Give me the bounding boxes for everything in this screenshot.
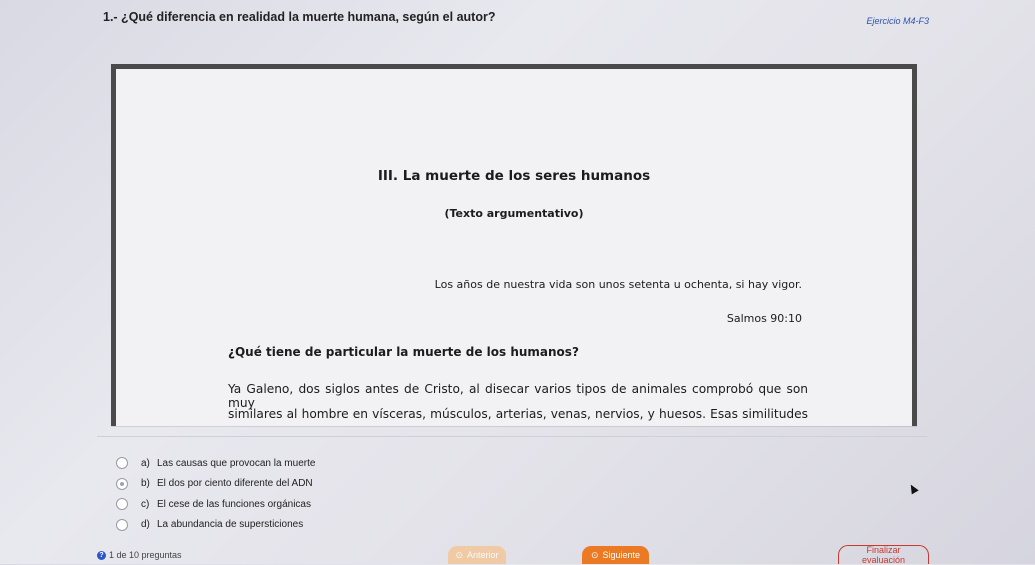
document-title: III. La muerte de los seres humanos <box>377 168 651 184</box>
mouse-cursor-icon <box>907 483 918 495</box>
finish-label: Finalizar evaluación <box>861 545 906 565</box>
arrow-left-circle-icon: ⊙ <box>455 549 464 560</box>
footer-bar <box>0 545 1035 564</box>
next-button[interactable] <box>582 546 649 564</box>
info-icon: ? <box>97 551 106 560</box>
option-text: La abundancia de supersticiones <box>157 519 304 531</box>
epigraph-source: Salmos 90:10 <box>726 312 802 325</box>
arrow-right-circle-icon: ⊙ <box>590 549 599 560</box>
document-subtitle: (Texto argumentativo) <box>444 207 584 220</box>
option-letter: b) <box>141 478 150 490</box>
option-text: El dos por ciento diferente del ADN <box>157 478 313 490</box>
section-heading: ¿Qué tiene de particular la muerte de los humanos? <box>228 345 579 359</box>
radio-a[interactable] <box>116 457 128 469</box>
option-a[interactable] <box>116 453 315 474</box>
option-letter: a) <box>141 457 150 469</box>
radio-b[interactable] <box>116 478 128 490</box>
counter-text: 1 de 10 preguntas <box>109 550 182 560</box>
answer-options <box>116 453 315 535</box>
option-d[interactable] <box>116 515 315 536</box>
paragraph-line: Ya Galeno, dos siglos antes de Cristo, al disecar varios tipos de animales comprobó que son muy <box>228 382 808 410</box>
divider <box>97 436 927 437</box>
option-b[interactable] <box>116 474 315 495</box>
option-c[interactable] <box>116 494 315 515</box>
option-letter: c) <box>141 498 150 510</box>
radio-d[interactable] <box>116 519 128 531</box>
epigraph: Los años de nuestra vida son unos setenta u ochenta, si hay vigor. <box>434 278 802 291</box>
option-letter: d) <box>141 519 150 531</box>
paragraph-line: similares al hombre en vísceras, músculos, arterias, venas, nervios, y huesos. Esas similitudes <box>228 407 808 421</box>
option-text: Las causas que provocan la muerte <box>157 457 316 469</box>
exercise-code: Ejercicio M4-F3 <box>866 16 929 26</box>
option-text: El cese de las funciones orgánicas <box>157 498 311 510</box>
previous-label: Anterior <box>467 550 499 560</box>
question-title: 1.- ¿Qué diferencia en realidad la muerte humana, según el autor? <box>103 10 496 24</box>
finish-evaluation-button[interactable] <box>838 545 929 564</box>
previous-button[interactable] <box>448 546 506 564</box>
radio-c[interactable] <box>116 498 128 510</box>
question-counter <box>97 550 182 560</box>
reading-document[interactable] <box>111 64 917 426</box>
next-label: Siguiente <box>602 550 641 560</box>
